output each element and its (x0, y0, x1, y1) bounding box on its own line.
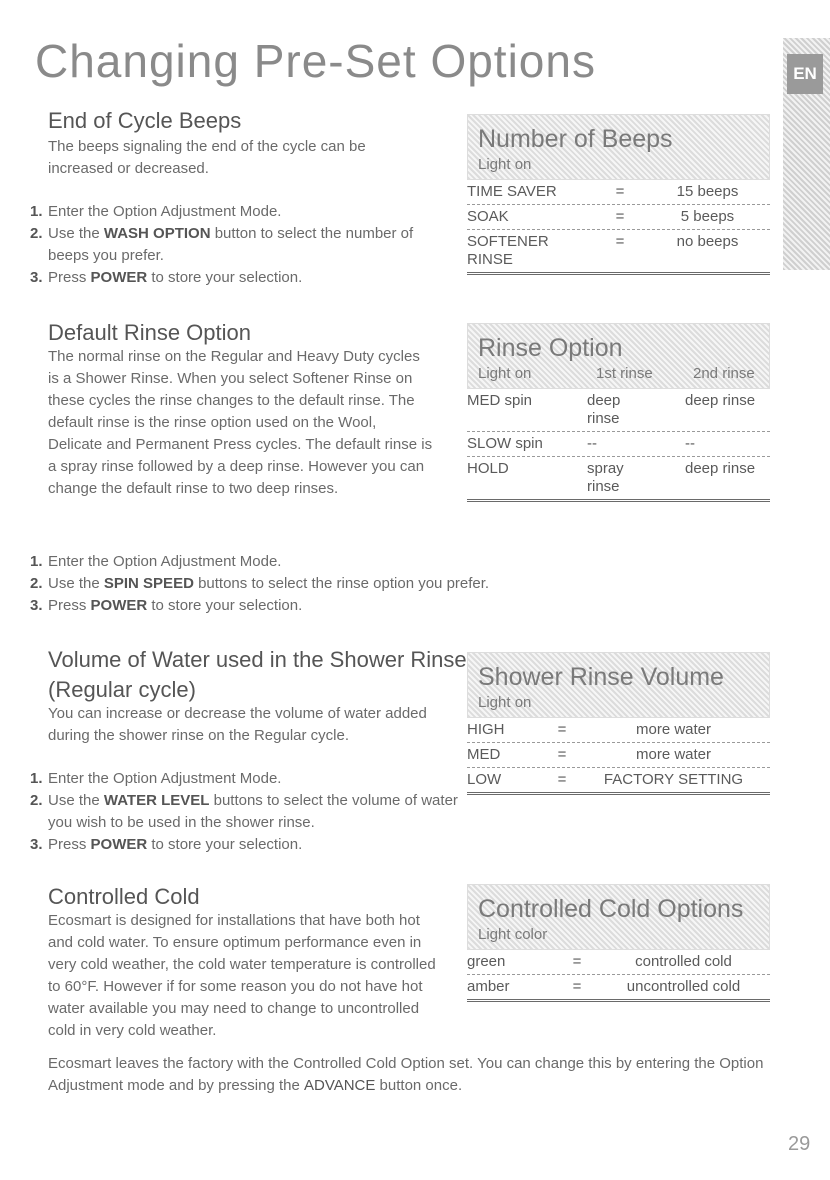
language-tab (783, 38, 830, 270)
rinse-steps (30, 551, 750, 617)
panel-header (467, 652, 770, 718)
rinse-heading: Default Rinse Option (48, 320, 251, 345)
beeps-steps (30, 201, 450, 289)
step-item: 1. Enter the Option Adjustment Mode. (30, 553, 282, 570)
panel-subtitle: Light color (478, 926, 548, 943)
shower-intro: You can increase or decrease the volume of water added during the shower rinse on the Regular cycle. (48, 705, 427, 744)
table-row: SOAK = 5 beeps (467, 205, 770, 230)
panel-title: Rinse Option (478, 334, 623, 362)
table-row: MED spin deep rinse deep rinse (467, 389, 770, 432)
panel-header (467, 114, 770, 180)
panel-subtitle: Light on (478, 156, 532, 173)
panel-title: Controlled Cold Options (478, 895, 744, 923)
shower-panel (467, 652, 770, 795)
table-row: amber = uncontrolled cold (467, 975, 770, 1002)
panel-header (467, 884, 770, 950)
table-row: LOW = FACTORY SETTING (467, 768, 770, 795)
panel-title: Shower Rinse Volume (478, 663, 724, 691)
step-item: 1. Enter the Option Adjustment Mode. (30, 203, 282, 220)
language-label: EN (787, 54, 823, 94)
beeps-intro: The beeps signaling the end of the cycle can be increased or decreased. (48, 138, 366, 177)
step-item: 3. Press POWER to store your selection. (30, 836, 303, 853)
step-item: 3. Press POWER to store your selection. (30, 269, 303, 286)
table-row: HIGH = more water (467, 718, 770, 743)
table-row: TIME SAVER = 15 beeps (467, 180, 770, 205)
table-row: HOLD spray rinse deep rinse (467, 457, 770, 502)
cold-panel (467, 884, 770, 1002)
rinse-intro: The normal rinse on the Regular and Heavy Duty cycles is a Shower Rinse. When you select Softener Rinse on these cycles the rinse changes to the default rinse. The default rinse is the rinse option used on the Wool, Delicate and Permanent Press cycles. The default rinse is a spray rinse followed by a deep rinse. However you can change the default rinse to two deep rinses. (48, 348, 433, 497)
cold-intro: Ecosmart is designed for installations that have both hot and cold water. To ensure optimum performance even in very cold weather, the cold water temperature is controlled to 60°F. However if for some reason you do not have hot water available you may need to change to uncontrolled cold in very cold weather. (48, 912, 436, 1039)
page-title: Changing Pre-Set Options (35, 35, 596, 87)
table-row: SOFTENER RINSE = no beeps (467, 230, 770, 275)
beeps-panel (467, 114, 770, 275)
step-item: 2. Use the WATER LEVEL buttons to select the volume of water you wish to be used in the shower rinse. (30, 792, 458, 831)
step-item: 2. Use the SPIN SPEED buttons to select the rinse option you prefer. (30, 575, 490, 592)
rinse-panel (467, 323, 770, 502)
panel-subtitle: Light on (478, 694, 532, 711)
shower-steps (30, 768, 460, 856)
beeps-heading: End of Cycle Beeps (48, 108, 242, 133)
step-item: 1. Enter the Option Adjustment Mode. (30, 770, 282, 787)
step-item: 3. Press POWER to store your selection. (30, 597, 303, 614)
table-row: SLOW spin -- -- (467, 432, 770, 457)
table-row: green = controlled cold (467, 950, 770, 975)
panel-title: Number of Beeps (478, 125, 673, 153)
cold-heading: Controlled Cold (48, 884, 200, 909)
table-row: MED = more water (467, 743, 770, 768)
page-number: 29 (788, 1133, 811, 1155)
cold-footer: Ecosmart leaves the factory with the Controlled Cold Option set. You can change this by entering the Option Adjustment mode and by pressing the ADVANCE button once. (48, 1055, 764, 1094)
step-item: 2. Use the WASH OPTION button to select the number of beeps you prefer. (30, 225, 414, 264)
panel-subtitle: Light on 1st rinse 2nd rinse (478, 365, 755, 382)
panel-header (467, 323, 770, 389)
shower-heading: Volume of Water used in the Shower Rinse (Regular cycle) (48, 647, 467, 702)
